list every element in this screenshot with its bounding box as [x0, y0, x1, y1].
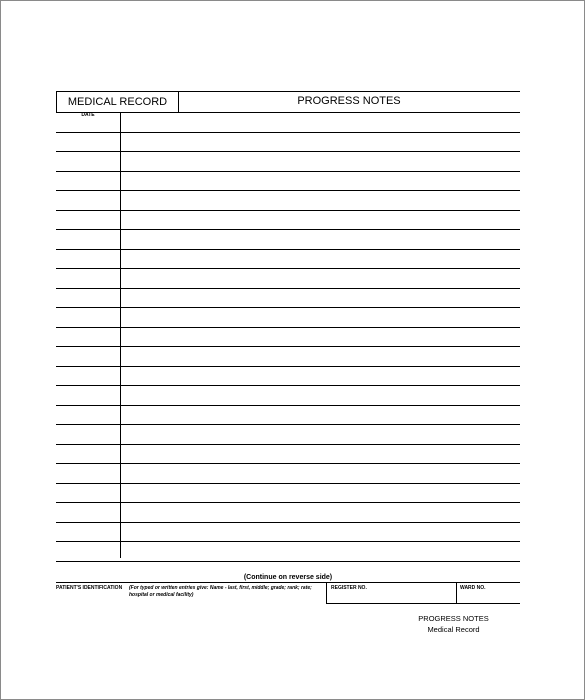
note-row-line: [56, 463, 520, 464]
footer-caption-subtitle: Medical Record: [427, 625, 480, 634]
note-row-line: [56, 327, 520, 328]
note-row-line: [56, 522, 520, 523]
note-row-line: [56, 483, 520, 484]
continue-note: (Continue on reverse side): [243, 574, 333, 581]
progress-notes-title: PROGRESS NOTES: [297, 95, 401, 107]
note-row-line: [56, 424, 520, 425]
note-row-line: [56, 385, 520, 386]
patient-identification-instructions: (For typed or written entries give: Name - last, first, middle; grade; rank; rate; hospital or medical facility): [129, 585, 312, 598]
footer-caption-title: PROGRESS NOTES: [418, 614, 489, 623]
patient-identification-label: PATIENT'S IDENTIFICATION: [56, 585, 123, 591]
register-number-field[interactable]: [326, 583, 457, 604]
note-row-line: [56, 190, 520, 191]
note-row-line: [56, 229, 520, 230]
note-row-line: [56, 151, 520, 152]
note-row-line: [56, 288, 520, 289]
note-row-line: [56, 249, 520, 250]
medical-record-title: MEDICAL RECORD: [56, 92, 179, 112]
register-number-label: REGISTER NO.: [331, 585, 367, 591]
progress-notes-form: [56, 91, 520, 598]
note-row-line: [56, 444, 520, 445]
date-column-divider: [120, 112, 121, 558]
ward-number-field[interactable]: [456, 583, 520, 604]
note-row-line: [56, 210, 520, 211]
ward-number-label: WARD NO.: [460, 585, 486, 591]
note-row-line: [56, 541, 520, 542]
form-header: [56, 91, 520, 113]
note-row-line: [56, 346, 520, 347]
notes-grid: [56, 112, 520, 558]
date-column-header: DATE: [81, 112, 95, 118]
note-row-line: [56, 307, 520, 308]
form-footer-caption: [411, 613, 496, 635]
form-footer: [56, 582, 520, 604]
note-row-line: [56, 502, 520, 503]
note-row-line: [56, 132, 520, 133]
note-row-line: [56, 366, 520, 367]
note-row-line: [56, 171, 520, 172]
note-row-line: [56, 268, 520, 269]
note-row-line: [56, 405, 520, 406]
note-row-line: [56, 561, 520, 562]
